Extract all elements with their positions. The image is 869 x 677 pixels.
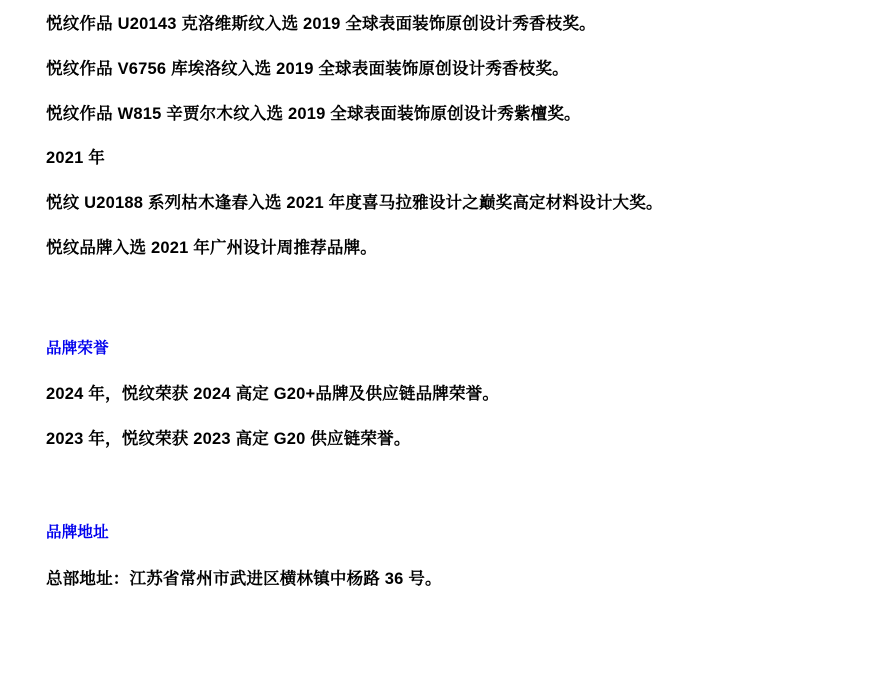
section-spacer-one <box>46 281 829 337</box>
honor-paragraph-2023: 2023 年，悦纹荣获 2023 高定 G20 供应链荣誉。 <box>46 429 411 448</box>
section-title-brand-honor: 品牌荣誉 <box>46 339 109 357</box>
section-title-brand-address: 品牌地址 <box>46 524 109 542</box>
award-paragraph-u20188: 悦纹 U20188 系列枯木逢春入选 2021 年度喜马拉雅设计之巅奖高定材料设计大奖。 <box>46 194 663 212</box>
award-paragraph-w815: 悦纹作品 W815 辛贾尔木纹入选 2019 全球表面装饰原创设计秀紫檀奖。 <box>46 104 581 123</box>
award-paragraph-brand-2021: 悦纹品牌入选 2021 年广州设计周推荐品牌。 <box>46 238 377 257</box>
year-heading-2021: 2021 年 <box>46 149 105 168</box>
honor-paragraph-2024: 2024 年，悦纹荣获 2024 高定 G20+品牌及供应链品牌荣誉。 <box>46 384 500 403</box>
address-paragraph-headquarters: 总部地址：江苏省常州市武进区横林镇中杨路 36 号。 <box>46 569 442 588</box>
section-spacer-two <box>46 471 829 521</box>
award-paragraph-v6756: 悦纹作品 V6756 库埃洛纹入选 2019 全球表面装饰原创设计秀香枝奖。 <box>46 59 569 78</box>
award-paragraph-u20143: 悦纹作品 U20143 克洛维斯纹入选 2019 全球表面装饰原创设计秀香枝奖。 <box>46 15 596 33</box>
